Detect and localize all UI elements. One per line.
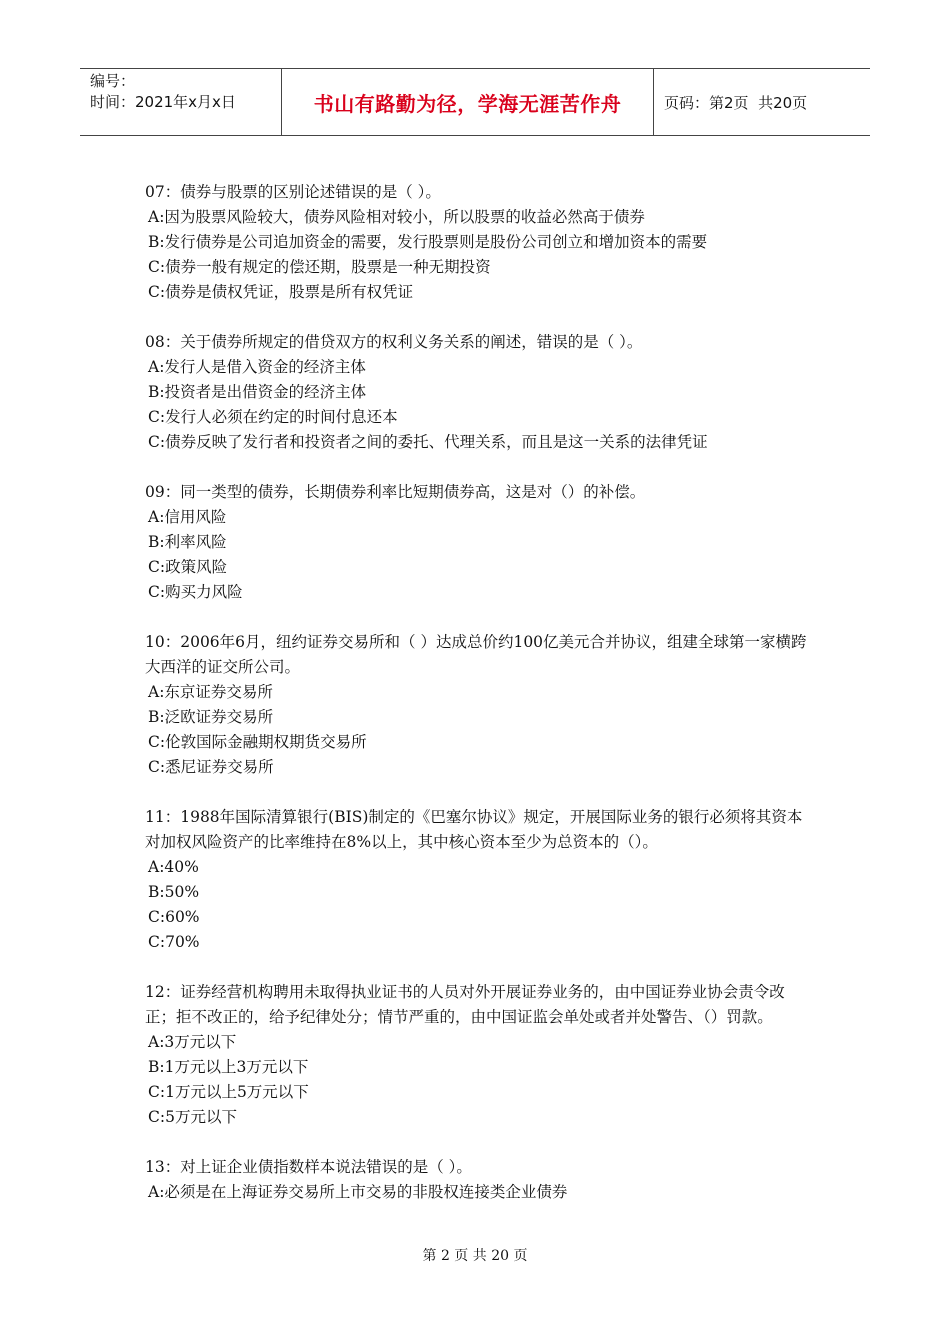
question-block [145,180,815,305]
question-text: 07：债券与股票的区别论述错误的是（ ）。 [145,183,441,201]
answer-option: C:购买力风险 [148,583,243,601]
answer-option: B:50% [148,883,200,901]
answer-option: C:发行人必须在约定的时间付息还本 [148,408,398,426]
answer-option: C:债券是债权凭证，股票是所有权凭证 [148,283,414,301]
answer-option: C:伦敦国际金融期权期货交易所 [148,733,367,751]
question-text: 10：2006年6月，纽约证券交易所和（ ）达成总价约100亿美元合并协议，组建全球第一家横跨大西洋的证交所公司。 [145,633,807,676]
question-block [145,630,815,780]
answer-option: C:70% [148,933,200,951]
answer-option: C:1万元以上5万元以下 [148,1083,309,1101]
answer-option: C:政策风险 [148,558,228,576]
question-block [145,330,815,455]
question-text: 09：同一类型的债券，长期债券利率比短期债券高，这是对（）的补偿。 [145,483,646,501]
answer-option: C:5万元以下 [148,1108,237,1126]
time-label: 时间：2021年x月x日 [90,93,236,111]
question-text: 13：对上证企业债指数样本说法错误的是（ ）。 [145,1158,472,1176]
header-meta [80,69,282,135]
question-text: 12：证券经营机构聘用未取得执业证书的人员对外开展证券业务的，由中国证券业协会责令改正；拒不改正的，给予纪律处分；情节严重的，由中国证监会单处或者并处警告、（）罚款。 [145,983,785,1026]
answer-option: C:债券一般有规定的偿还期，股票是一种无期投资 [148,258,491,276]
answer-option: C:悉尼证券交易所 [148,758,274,776]
answer-option: B:投资者是出借资金的经济主体 [148,383,367,401]
page-header [80,68,870,136]
answer-option: B:利率风险 [148,533,227,551]
answer-option: A:信用风险 [148,508,227,526]
header-page-info [654,69,870,135]
question-text: 11：1988年国际清算银行(BIS)制定的《巴塞尔协议》规定，开展国际业务的银行必须将其资本对加权风险资产的比率维持在8%以上，其中核心资本至少为总资本的（）。 [145,808,803,851]
question-block [145,480,815,605]
footer-page-number: 第 2 页 共 20 页 [422,1248,528,1264]
answer-option: C:债券反映了发行者和投资者之间的委托、代理关系，而且是这一关系的法律凭证 [148,433,708,451]
answer-option: A:40% [148,858,199,876]
answer-option: B:1万元以上3万元以下 [148,1058,309,1076]
answer-option: A:必须是在上海证券交易所上市交易的非股权连接类企业债券 [148,1183,568,1201]
answer-option: A:发行人是借入资金的经济主体 [148,358,366,376]
answer-option: A:东京证券交易所 [148,683,273,701]
question-block [145,980,815,1130]
question-block [145,1155,815,1205]
answer-option: A:3万元以下 [148,1033,237,1051]
header-motto: 书山有路勤为径，学海无涯苦作舟 [282,69,654,135]
answer-option: C:60% [148,908,200,926]
question-text: 08：关于债券所规定的借贷双方的权利义务关系的阐述，错误的是（ ）。 [145,333,643,351]
page-footer [0,1245,950,1265]
code-label: 编号： [90,72,136,90]
answer-option: B:发行债券是公司追加资金的需要，发行股票则是股份公司创立和增加资本的需要 [148,233,708,251]
answer-option: A:因为股票风险较大，债券风险相对较小，所以股票的收益必然高于债券 [148,208,645,226]
answer-option: B:泛欧证券交易所 [148,708,274,726]
question-block [145,805,815,955]
question-list [145,180,815,1230]
page-info: 页码：第2页 共20页 [664,93,808,112]
